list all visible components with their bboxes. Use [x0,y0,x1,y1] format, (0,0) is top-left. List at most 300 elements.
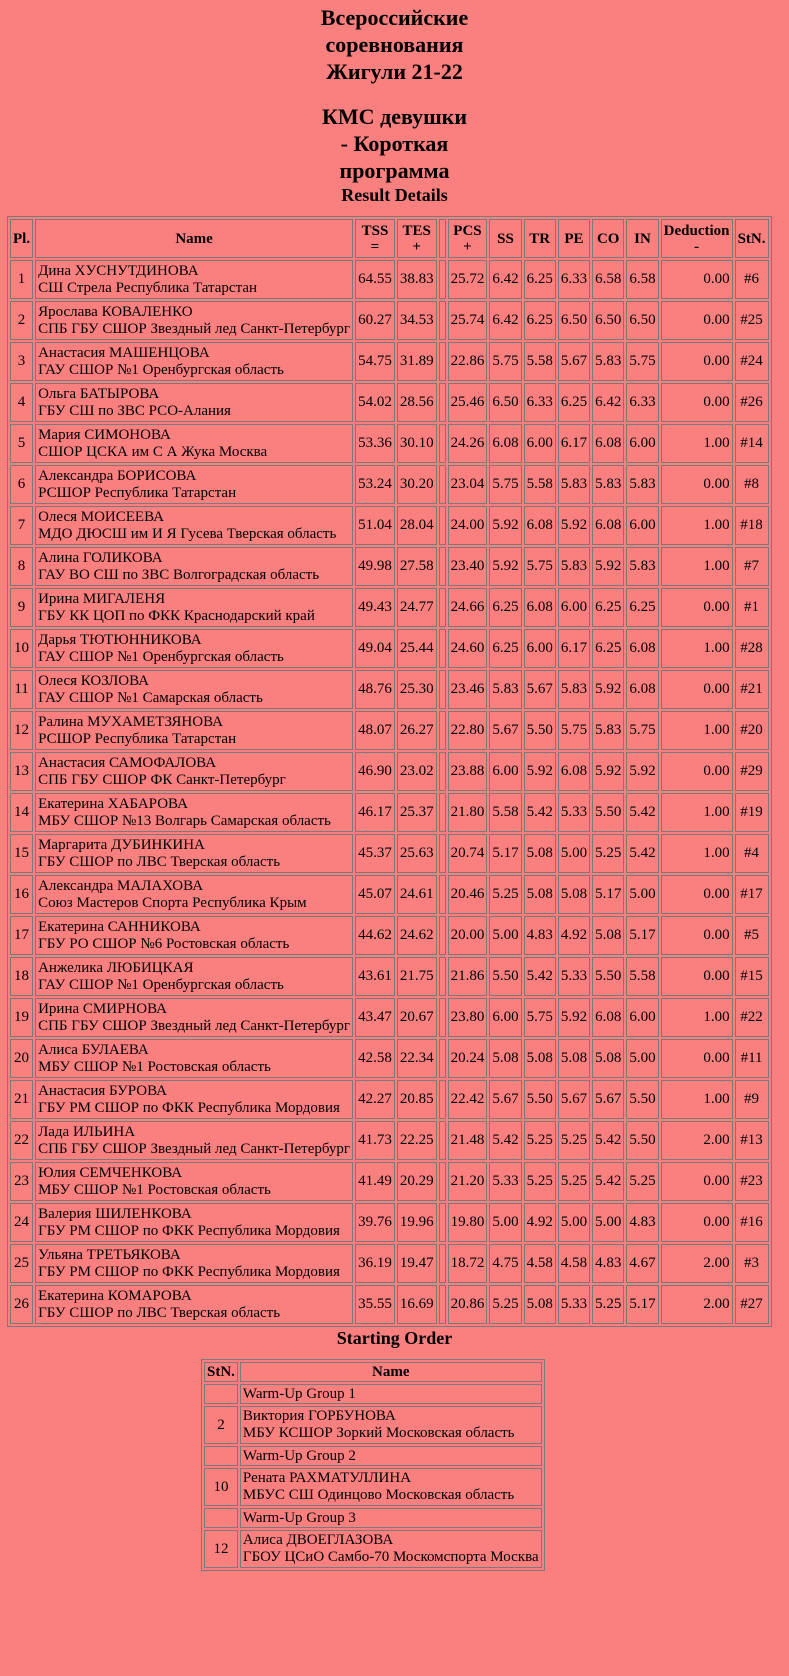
deduction-value: 0.00 [661,588,733,627]
tss-value: 64.55 [355,260,395,299]
co-value: 5.42 [592,1121,624,1160]
pe-value: 6.50 [558,301,590,340]
starting-header-row [204,1362,542,1382]
ss-value: 5.08 [489,1039,521,1078]
tr-value: 4.83 [524,916,556,955]
skater-club: ГБУ РМ СШОР по ФКК Республика Мордовия [38,1099,340,1116]
co-value: 5.00 [592,1203,624,1242]
result-row [10,670,769,709]
tes-value: 25.44 [397,629,437,668]
tes-value: 23.02 [397,752,437,791]
skater-club: ГАУ СШОР №1 Оренбургская область [38,976,284,993]
pcs-value: 23.40 [448,547,488,586]
result-row [10,465,769,504]
tes-value: 26.27 [397,711,437,750]
skater-cell [35,260,353,299]
pe-value: 4.92 [558,916,590,955]
in-value: 5.58 [626,957,658,996]
result-row [10,506,769,545]
skater-name: Мария СИМОНОВА [38,426,171,443]
result-row [10,1080,769,1119]
tes-value: 20.67 [397,998,437,1037]
placement: 7 [10,506,33,545]
warmup-group-label: Warm-Up Group 2 [240,1446,542,1466]
co-value: 6.25 [592,588,624,627]
ss-value: 6.42 [489,260,521,299]
pcs-value: 25.72 [448,260,488,299]
tr-value: 5.25 [524,1162,556,1201]
co-value: 6.25 [592,629,624,668]
skater-cell [35,1039,353,1078]
co-value: 4.83 [592,1244,624,1283]
starting-number: 12 [204,1530,238,1568]
warmup-group-empty [204,1446,238,1466]
skater-club: СПБ ГБУ СШОР Звездный лед Санкт-Петербург [38,1017,351,1034]
gap-cell [439,1162,446,1201]
deduction-value: 1.00 [661,1080,733,1119]
tss-value: 51.04 [355,506,395,545]
header-tes-label: TES [402,222,431,239]
deduction-value: 0.00 [661,342,733,381]
gap-cell [439,342,446,381]
warmup-group-row [204,1384,542,1404]
gap-cell [439,916,446,955]
gap-cell [439,875,446,914]
gap-cell [439,1080,446,1119]
skater-cell [35,424,353,463]
placement: 15 [10,834,33,873]
tss-value: 60.27 [355,301,395,340]
deduction-value: 1.00 [661,793,733,832]
header-co: CO [592,219,624,258]
tss-value: 42.58 [355,1039,395,1078]
skater-cell [35,629,353,668]
skater-club: ГБУ РО СШОР №6 Ростовская область [38,935,290,952]
skater-name: Ралина МУХАМЕТЗЯНОВА [38,713,223,730]
tr-value: 4.92 [524,1203,556,1242]
in-value: 5.50 [626,1080,658,1119]
in-value: 6.00 [626,424,658,463]
deduction-value: 0.00 [661,465,733,504]
skater-club: ГБУ СШОР по ЛВС Тверская область [38,1304,281,1321]
placement: 14 [10,793,33,832]
in-value: 5.75 [626,342,658,381]
co-value: 5.42 [592,1162,624,1201]
pe-value: 6.00 [558,588,590,627]
gap-cell [439,260,446,299]
header-gap [439,219,446,258]
result-row [10,1039,769,1078]
skater-cell [35,383,353,422]
pe-value: 5.92 [558,506,590,545]
start-number: #8 [735,465,769,504]
skater-name: Ульяна ТРЕТЬЯКОВА [38,1246,181,1263]
co-value: 5.92 [592,547,624,586]
gap-cell [439,1285,446,1324]
skater-name: Дарья ТЮТЮННИКОВА [38,631,202,648]
skater-cell [35,998,353,1037]
result-row [10,383,769,422]
in-value: 6.08 [626,629,658,668]
skater-club: МБУ СШОР №1 Ростовская область [38,1181,271,1198]
result-row [10,424,769,463]
tss-value: 46.90 [355,752,395,791]
in-value: 6.08 [626,670,658,709]
tes-value: 28.04 [397,506,437,545]
header-name: Name [35,219,353,258]
tss-value: 49.04 [355,629,395,668]
co-value: 5.50 [592,793,624,832]
skater-name: Ирина МИГАЛЕНЯ [38,590,166,607]
in-value: 6.50 [626,301,658,340]
skater-cell [35,1244,353,1283]
tr-value: 6.08 [524,506,556,545]
result-row [10,1121,769,1160]
start-number: #16 [735,1203,769,1242]
deduction-value: 0.00 [661,916,733,955]
tes-value: 19.96 [397,1203,437,1242]
deduction-value: 1.00 [661,998,733,1037]
tss-value: 43.47 [355,998,395,1037]
skater-cell [35,588,353,627]
co-value: 5.08 [592,916,624,955]
co-value: 6.42 [592,383,624,422]
tes-value: 24.61 [397,875,437,914]
ss-value: 6.25 [489,588,521,627]
in-value: 6.00 [626,506,658,545]
pe-value: 5.08 [558,1039,590,1078]
warmup-group-label: Warm-Up Group 3 [240,1508,542,1528]
co-value: 5.83 [592,342,624,381]
placement: 12 [10,711,33,750]
placement: 25 [10,1244,33,1283]
pe-value: 5.33 [558,957,590,996]
skater-club: СПБ ГБУ СШОР Звездный лед Санкт-Петербург [38,320,351,337]
result-row [10,342,769,381]
tes-value: 31.89 [397,342,437,381]
start-number: #29 [735,752,769,791]
start-number: #5 [735,916,769,955]
tes-value: 30.10 [397,424,437,463]
tr-value: 5.75 [524,998,556,1037]
skater-cell [35,301,353,340]
deduction-value: 0.00 [661,1203,733,1242]
tr-value: 6.25 [524,260,556,299]
start-number: #15 [735,957,769,996]
skater-club: ГБУ РМ СШОР по ФКК Республика Мордовия [38,1263,340,1280]
tr-value: 5.58 [524,465,556,504]
result-row [10,834,769,873]
skater-cell [35,1080,353,1119]
result-row [10,260,769,299]
co-value: 6.58 [592,260,624,299]
deduction-value: 0.00 [661,383,733,422]
tes-value: 20.85 [397,1080,437,1119]
placement: 10 [10,629,33,668]
pe-value: 6.17 [558,629,590,668]
result-row [10,752,769,791]
tr-value: 6.25 [524,301,556,340]
tes-value: 21.75 [397,957,437,996]
gap-cell [439,711,446,750]
pcs-value: 20.86 [448,1285,488,1324]
in-value: 4.67 [626,1244,658,1283]
starting-header-stn: StN. [204,1362,238,1382]
starting-skater-name: Виктория ГОРБУНОВА [242,1408,396,1424]
skater-club: МБУ СШОР №13 Волгарь Самарская область [38,812,331,829]
page [0,4,789,1571]
placement: 23 [10,1162,33,1201]
skater-name: Александра БОРИСОВА [38,467,197,484]
pe-value: 5.08 [558,875,590,914]
header-tes-sub: + [412,238,421,255]
ss-value: 5.42 [489,1121,521,1160]
co-value: 5.25 [592,1285,624,1324]
placement: 5 [10,424,33,463]
deduction-value: 1.00 [661,424,733,463]
result-row [10,875,769,914]
in-value: 5.42 [626,834,658,873]
ss-value: 5.67 [489,711,521,750]
in-value: 5.42 [626,793,658,832]
tes-value: 25.63 [397,834,437,873]
tr-value: 5.42 [524,957,556,996]
gap-cell [439,1039,446,1078]
pcs-value: 24.60 [448,629,488,668]
deduction-value: 1.00 [661,834,733,873]
tes-value: 30.20 [397,465,437,504]
in-value: 5.75 [626,711,658,750]
skater-name: Ирина СМИРНОВА [38,1000,167,1017]
tss-value: 46.17 [355,793,395,832]
result-row [10,588,769,627]
start-number: #11 [735,1039,769,1078]
tss-value: 41.73 [355,1121,395,1160]
warmup-group-row [204,1508,542,1528]
pcs-value: 21.20 [448,1162,488,1201]
pe-value: 6.25 [558,383,590,422]
placement: 20 [10,1039,33,1078]
ss-value: 6.00 [489,998,521,1037]
tss-value: 49.98 [355,547,395,586]
tr-value: 6.33 [524,383,556,422]
skater-club: ГБУ КК ЦОП по ФКК Краснодарский край [38,607,315,624]
in-value: 5.83 [626,547,658,586]
in-value: 5.00 [626,875,658,914]
deduction-value: 0.00 [661,875,733,914]
pe-value: 5.83 [558,547,590,586]
tes-value: 38.83 [397,260,437,299]
deduction-value: 1.00 [661,711,733,750]
skater-name: Александра МАЛАХОВА [38,877,204,894]
skater-name: Лада ИЛЬИНА [38,1123,136,1140]
tss-value: 35.55 [355,1285,395,1324]
header-deduction [661,219,733,258]
starting-skater-club: МБУС СШ Одинцово Московская область [242,1487,515,1503]
ss-value: 5.25 [489,875,521,914]
tes-value: 22.34 [397,1039,437,1078]
ss-value: 5.58 [489,793,521,832]
starting-order-table [201,1359,545,1571]
skater-name: Екатерина КОМАРОВА [38,1287,192,1304]
deduction-value: 0.00 [661,1162,733,1201]
result-row [10,793,769,832]
skater-name: Маргарита ДУБИНКИНА [38,836,205,853]
skater-club: ГАУ СШОР №1 Оренбургская область [38,361,284,378]
tr-value: 5.75 [524,547,556,586]
deduction-value: 1.00 [661,506,733,545]
in-value: 5.92 [626,752,658,791]
tr-value: 5.67 [524,670,556,709]
co-value: 5.50 [592,957,624,996]
pe-value: 5.83 [558,670,590,709]
ss-value: 6.42 [489,301,521,340]
segment-title-line: КМС девушки [321,104,468,129]
start-number: #21 [735,670,769,709]
deduction-value: 0.00 [661,752,733,791]
in-value: 4.83 [626,1203,658,1242]
pcs-value: 19.80 [448,1203,488,1242]
pe-value: 5.92 [558,998,590,1037]
start-number: #9 [735,1080,769,1119]
deduction-value: 2.00 [661,1121,733,1160]
in-value: 5.17 [626,1285,658,1324]
start-number: #20 [735,711,769,750]
result-row [10,547,769,586]
pe-value: 5.67 [558,342,590,381]
co-value: 6.08 [592,506,624,545]
pe-value: 5.00 [558,1203,590,1242]
tes-value: 25.37 [397,793,437,832]
placement: 22 [10,1121,33,1160]
ss-value: 5.75 [489,465,521,504]
pe-value: 5.00 [558,834,590,873]
skater-cell [35,506,353,545]
co-value: 6.50 [592,301,624,340]
tes-value: 16.69 [397,1285,437,1324]
pcs-value: 20.46 [448,875,488,914]
gap-cell [439,834,446,873]
ss-value: 6.08 [489,424,521,463]
header-tr: TR [524,219,556,258]
tes-value: 19.47 [397,1244,437,1283]
tss-value: 54.02 [355,383,395,422]
pcs-value: 20.24 [448,1039,488,1078]
tss-value: 48.07 [355,711,395,750]
placement: 18 [10,957,33,996]
skater-cell [35,711,353,750]
ss-value: 5.67 [489,1080,521,1119]
deduction-value: 0.00 [661,1039,733,1078]
skater-name: Анастасия САМОФАЛОВА [38,754,217,771]
result-header-row [10,219,769,258]
segment-title [0,103,789,184]
pcs-value: 23.46 [448,670,488,709]
tss-value: 41.49 [355,1162,395,1201]
ss-value: 6.25 [489,629,521,668]
skater-cell [35,793,353,832]
skater-cell [35,1203,353,1242]
result-row [10,1285,769,1324]
pe-value: 6.17 [558,424,590,463]
ss-value: 5.83 [489,670,521,709]
start-number: #24 [735,342,769,381]
pcs-value: 20.74 [448,834,488,873]
tes-value: 34.53 [397,301,437,340]
placement: 21 [10,1080,33,1119]
tss-value: 48.76 [355,670,395,709]
placement: 6 [10,465,33,504]
co-value: 6.08 [592,998,624,1037]
tr-value: 5.50 [524,1080,556,1119]
pcs-value: 22.86 [448,342,488,381]
tss-value: 42.27 [355,1080,395,1119]
tr-value: 5.42 [524,793,556,832]
deduction-value: 1.00 [661,547,733,586]
starting-skater-cell [240,1530,542,1568]
in-value: 6.33 [626,383,658,422]
skater-cell [35,547,353,586]
skater-cell [35,465,353,504]
placement: 1 [10,260,33,299]
placement: 4 [10,383,33,422]
start-number: #14 [735,424,769,463]
starting-row [204,1406,542,1444]
skater-club: Союз Мастеров Спорта Республика Крым [38,894,307,911]
starting-skater-club: ГБОУ ЦСиО Самбо-70 Москомспорта Москва [242,1549,539,1565]
in-value: 6.00 [626,998,658,1037]
tss-value: 53.36 [355,424,395,463]
header-stn: StN. [735,219,769,258]
tes-value: 22.25 [397,1121,437,1160]
start-number: #27 [735,1285,769,1324]
warmup-group-empty [204,1508,238,1528]
start-number: #6 [735,260,769,299]
event-title-line: соревнования [325,32,464,57]
pcs-value: 20.00 [448,916,488,955]
co-value: 5.92 [592,752,624,791]
pe-value: 5.67 [558,1080,590,1119]
pcs-value: 24.66 [448,588,488,627]
start-number: #7 [735,547,769,586]
pe-value: 5.83 [558,465,590,504]
ss-value: 5.75 [489,342,521,381]
pe-value: 5.25 [558,1162,590,1201]
skater-cell [35,1121,353,1160]
header-deduction-label: Deduction [663,222,730,239]
in-value: 6.25 [626,588,658,627]
skater-club: ГАУ СШОР №1 Самарская область [38,689,263,706]
gap-cell [439,383,446,422]
tr-value: 6.00 [524,629,556,668]
tr-value: 5.92 [524,752,556,791]
warmup-group-label: Warm-Up Group 1 [240,1384,542,1404]
pcs-value: 21.80 [448,793,488,832]
skater-name: Анастасия МАШЕНЦОВА [38,344,210,361]
in-value: 5.25 [626,1162,658,1201]
skater-club: СПБ ГБУ СШОР Звездный лед Санкт-Петербург [38,1140,351,1157]
skater-name: Ольга БАТЫРОВА [38,385,160,402]
starting-number: 2 [204,1406,238,1444]
start-number: #1 [735,588,769,627]
gap-cell [439,588,446,627]
header-in: IN [626,219,658,258]
skater-name: Екатерина ХАБАРОВА [38,795,188,812]
tss-value: 44.62 [355,916,395,955]
gap-cell [439,1203,446,1242]
placement: 3 [10,342,33,381]
tss-value: 43.61 [355,957,395,996]
